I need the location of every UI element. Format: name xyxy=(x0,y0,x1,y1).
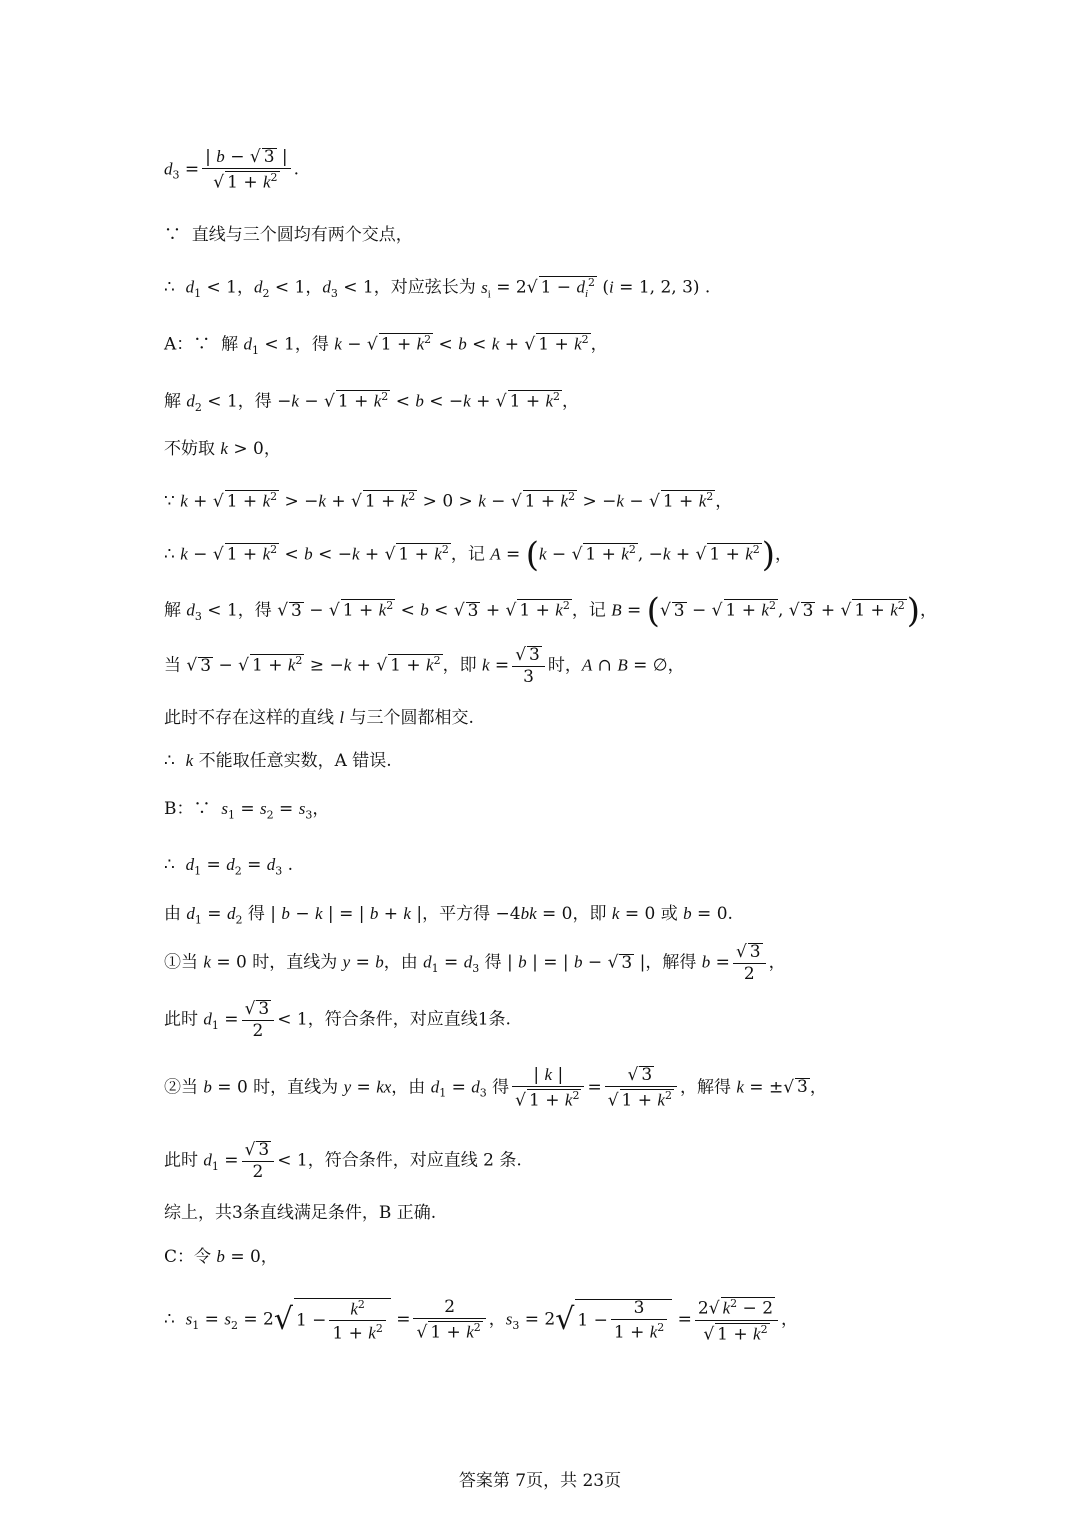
formula-d3-render: $d_3$ = $\frac{| b - √ 3 |}{√ 1 + k^2}$ . xyxy=(164,147,300,193)
text-line-13-render: ∴ $d_1 = d_2 = d_3$ . xyxy=(164,855,294,878)
text-line-2-render: ∴ $d_1 < 1$，$d_2 < 1$，$d_3 < 1$，对应弦长为 $s_i = 2√$ $1 - d_i^2$ (i = 1, 2, 3) . xyxy=(164,276,711,301)
text-line-12-render: B：∵ $s_1 = s_2 = s_3$， xyxy=(164,799,330,822)
text-line-10-render: 此时不存在这样的直线 l 与三个圆都相交. xyxy=(164,708,474,728)
text-line-4-render: 解 $d_2 < 1$，得 −k − √ $1 + k^2 < b < -k$ + √ $1 + k^2$ ， xyxy=(164,390,580,415)
page-footer: 答案第 7页，共 23页 xyxy=(458,1471,622,1491)
text-line-1-render: ∵ 直线与三个圆均有两个交点， xyxy=(164,225,413,245)
text-line-18-render: 此时 $d_1$ = $\frac{√ 3}{2}$ < 1，符合条件，对应直线 2 条. xyxy=(164,1140,522,1182)
text-line-11-render: ∴ k 不能取任意实数，A 错误. xyxy=(164,751,392,771)
text-line-9-render: 当 √ 3 − √ $1 + k^2 \ge -k$ + √ $1 + k^2$ ，即 k = $\frac{√ 3}{3}$ 时，A ∩ B = ∅， xyxy=(164,645,685,687)
text-line-7-render: ∴ k − √ $1 + k^2 < b < -k$ + √ $1 + k^2$ ，记 A = (k − √ $1 + k^2$ , −k + √ $1 + k^2$)， xyxy=(164,535,793,575)
text-line-20-render: C：令 b = 0， xyxy=(164,1247,278,1267)
text-line-15-render: ①当 k = 0 时，直线为 y = b，由 $d_1 = d_3$ 得 | b | = | b − √ 3 |，解得 b = $\frac{√ 3}{2}$ ， xyxy=(164,942,786,984)
text-line-16-render: 此时 $d_1$ = $\frac{√ 3}{2}$ < 1，符合条件，对应直线1条. xyxy=(164,999,511,1041)
text-line-3-render: A：∵ 解 $d_1 < 1$，得 k − √ $1 + k^2 < b < k$ + √ $1 + k^2$ ， xyxy=(164,333,608,358)
text-line-14-render: 由 $d_1 = d_2$ 得 | b − k | = | b + k |，平方得 −4bk = 0，即 k = 0 或 b = 0. xyxy=(164,904,733,927)
text-line-17-render: ②当 b = 0 时，直线为 y = kx，由 $d_1 = d_3$ 得 $\frac{| k |}{√ 1 + k^2}$ = $\frac{√ 3}{√ 1 + k^2}$ ，解得 k = ±√ 3 ， xyxy=(164,1065,827,1111)
text-line-19-render: 综上，共3条直线满足条件，B 正确. xyxy=(164,1203,437,1223)
text-line-6-render: ∵ k + √ $1 + k^2 > -k$ + √ $1 + k^2 > 0 > k$ − √ $1 + k^2 > -k$ − √ $1 + k^2$ ， xyxy=(164,490,733,512)
text-line-5-render: 不妨取 k > 0， xyxy=(164,439,281,459)
text-line-21-render: ∴ $s_1 = s_2 = 2√$ 1 − $\frac{k^2}{1 + k^2}$ = $\frac{2}{√ 1 + k^2}$ ，$s_3 = 2√$ 1 − $\frac{3}{1 + k^2}$ = $\frac{2√ k^2 - 2}{√ 1 + k^2}$ ， xyxy=(164,1296,799,1345)
text-line-8-render: 解 $d_3 < 1$，得 √ 3 − √ $1 + k^2 < b$ < √ 3 + √ $1 + k^2$ ，记 B = (√ 3 − √ $1 + k^2$ , √ 3 + √ $1 + k^2$)， xyxy=(164,591,938,631)
